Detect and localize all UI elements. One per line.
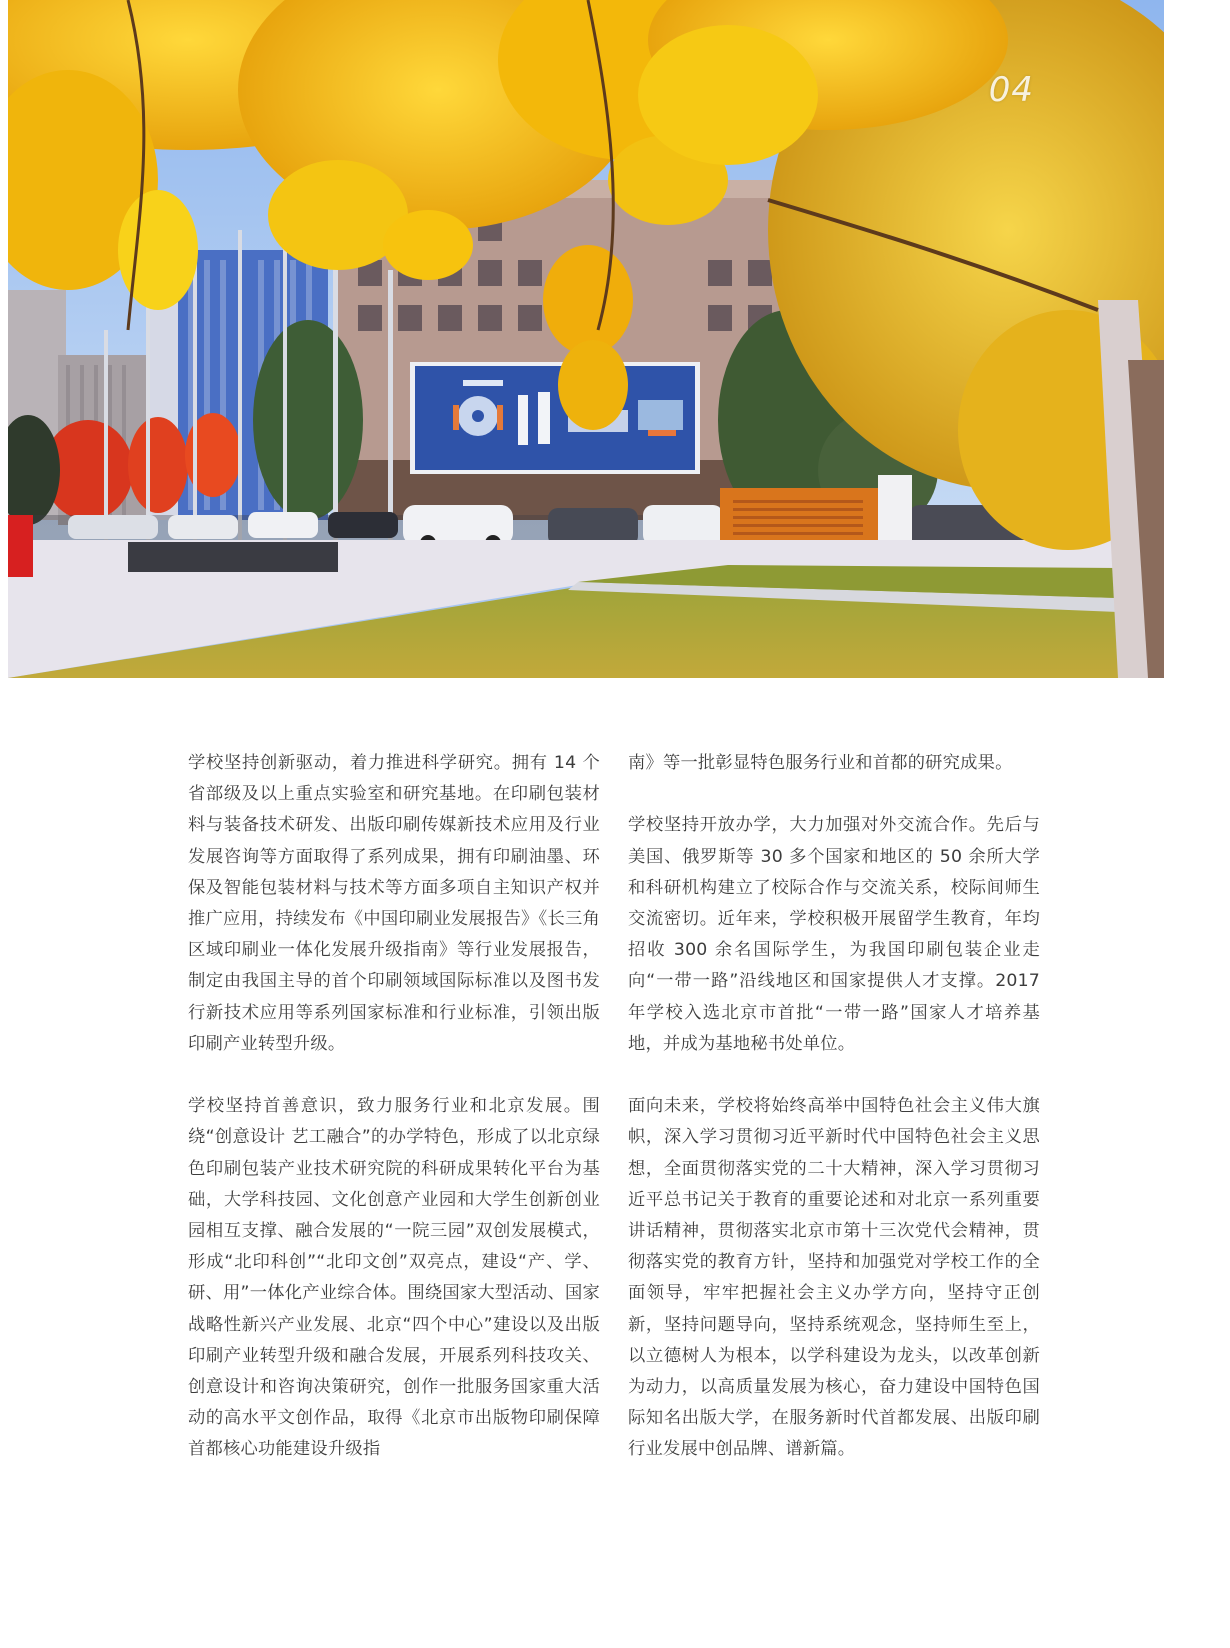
paragraph-research: 学校坚持创新驱动，着力推进科学研究。拥有 14 个省部级及以上重点实验室和研究基地。在印刷包装材料与装备技术研发、出版印刷传媒新技术应用及行业发展咨询等方面取得了系列成果，拥有印刷油墨、环保及智能包装材料与技术等方面多项自主知识产权并推广应用，持续发布《中国印刷业发展报告》《长三角区域印刷业一体化发展升级指南》等行业发展报告，制定由我国主导的首个印刷领域国际标准以及图书发行新技术应用等系列国家标准和行业标准，引领出版印刷产业转型升级。 — [188, 753, 600, 1054]
right-column — [628, 748, 1040, 1466]
left-column — [188, 748, 600, 1466]
paragraph-service-beijing-continued: 南》等一批彰显特色服务行业和首都的研究成果。 — [628, 753, 1013, 773]
paragraph-international-exchange: 学校坚持开放办学，大力加强对外交流合作。先后与美国、俄罗斯等 30 多个国家和地区的 50 余所大学和科研机构建立了校际合作与交流关系，校际间师生交流密切。近年来，学校积极开展留学生教育，年均招收 300 余名国际学生，为我国印刷包装企业走向“一带一路”沿线地区和国家提供人才支撑。2017 年学校入选北京市首批“一带一路”国家人才培养基地，并成为基地秘书处单位。 — [628, 815, 1040, 1054]
mural-billboard — [410, 362, 700, 474]
paragraph-service-beijing: 学校坚持首善意识，致力服务行业和北京发展。围绕“创意设计 艺工融合”的办学特色，形成了以北京绿色印刷包装产业技术研究院的科研成果转化平台为基础，大学科技园、文化创意产业园和大学生创新创业园相互支撑、融合发展的“一院三园”双创发展模式，形成“北印科创”“北印文创”双亮点，建设“产、学、研、用”一体化产业综合体。围绕国家大型活动、国家战略性新兴产业发展、北京“四个中心”建设以及出版印刷产业转型升级和融合发展，开展系列科技攻关、创意设计和咨询决策研究，创作一批服务国家重大活动的高水平文创作品，取得《北京市出版物印刷保障首都核心功能建设升级指 — [188, 1096, 600, 1460]
article-body — [188, 748, 1040, 1466]
campus-photo — [8, 0, 1164, 678]
paragraph-future: 面向未来，学校将始终高举中国特色社会主义伟大旗帜，深入学习贯彻习近平新时代中国特色社会主义思想，全面贯彻落实党的二十大精神，深入学习贯彻习近平总书记关于教育的重要论述和对北京一系列重要讲话精神，贯彻落实北京市第十三次党代会精神，贯彻落实党的教育方针，坚持和加强党对学校工作的全面领导，牢牢把握社会主义办学方向，坚持守正创新，坚持问题导向，坚持系统观念，坚持师生至上，以立德树人为根本，以学科建设为龙头，以改革创新为动力，以高质量发展为核心，奋力建设中国特色国际知名出版大学，在服务新时代首都发展、出版印刷行业发展中创品牌、谱新篇。 — [628, 1096, 1040, 1460]
page-number: 04 — [988, 70, 1034, 110]
